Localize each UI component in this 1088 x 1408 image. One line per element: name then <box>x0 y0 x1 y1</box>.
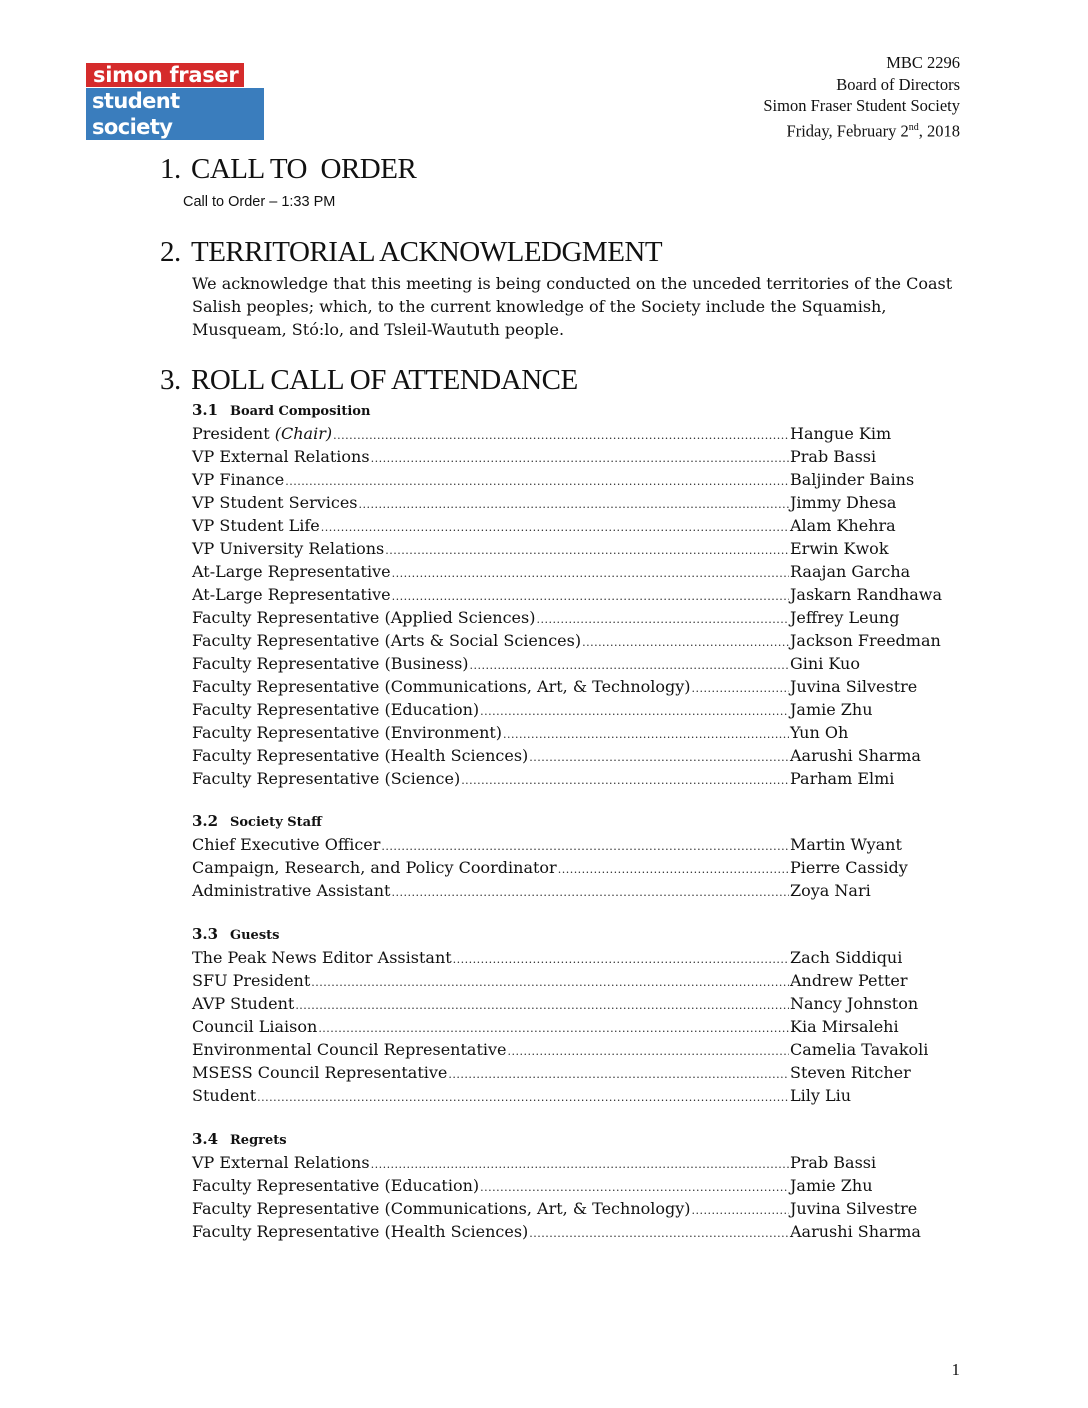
attendee-name: Kia Mirsalehi <box>790 1017 899 1036</box>
attendance-role <box>192 1151 370 1174</box>
dot-leader <box>333 424 789 447</box>
attendee-name: Jeffrey Leung <box>790 608 900 627</box>
subsection-number: 3.1 <box>192 401 219 419</box>
attendee-name: Juvina Silvestre <box>790 677 918 696</box>
guests-section <box>192 923 962 1107</box>
section-3-number: 3. <box>160 364 181 396</box>
attendance-role <box>192 833 380 856</box>
dot-leader <box>321 516 789 539</box>
dot-leader <box>392 562 789 585</box>
attendance-row <box>192 1174 962 1197</box>
attendance-row <box>192 992 962 1015</box>
attendee-name: Zach Siddiqui <box>790 948 903 967</box>
meeting-body: Board of Directors <box>836 74 960 94</box>
attendance-row <box>192 879 962 902</box>
attendance-row <box>192 468 962 491</box>
dot-leader <box>453 948 789 971</box>
attendance-role <box>192 606 535 629</box>
regrets-section <box>192 1128 962 1243</box>
attendance-row <box>192 537 962 560</box>
attendee-name: Juvina Silvestre <box>790 1199 918 1218</box>
role-text: VP Student Life <box>192 516 320 535</box>
dot-leader <box>558 858 789 881</box>
board-composition-section <box>192 399 962 790</box>
role-text: Faculty Representative (Communications, Art, & Technology) <box>192 1199 691 1218</box>
attendance-row <box>192 721 962 744</box>
section-1-title: CALL TO ORDER <box>191 153 417 185</box>
role-text: SFU President <box>192 971 311 990</box>
role-text: Environmental Council Representative <box>192 1040 507 1059</box>
attendance-role <box>192 537 384 560</box>
dot-leader <box>480 1176 789 1199</box>
attendance-row <box>192 560 962 583</box>
attendee-name: Pierre Cassidy <box>790 858 908 877</box>
logo-line-1: simon fraser <box>86 63 244 87</box>
role-text: Faculty Representative (Arts & Social Sciences) <box>192 631 582 650</box>
role-text: President <box>192 424 275 443</box>
subsection-title: Guests <box>230 928 280 943</box>
subsection-title: Board Composition <box>230 404 371 419</box>
attendance-row <box>192 606 962 629</box>
meeting-header <box>763 52 960 142</box>
role-text: Faculty Representative (Education) <box>192 700 480 719</box>
logo-line-2: student society <box>86 88 264 140</box>
attendance-role <box>192 514 320 537</box>
attendee-name: Jamie Zhu <box>790 700 873 719</box>
attendee-name: Alam Khehra <box>790 516 896 535</box>
attendee-name: Yun Oh <box>790 723 849 742</box>
call-to-order-text: Call to Order – 1:33 PM <box>183 194 336 210</box>
attendance-role <box>192 1084 256 1107</box>
attendance-role <box>192 652 469 675</box>
regrets-heading <box>192 1128 962 1151</box>
attendance-role <box>192 721 502 744</box>
attendance-row <box>192 629 962 652</box>
attendance-row <box>192 1015 962 1038</box>
subsection-number: 3.2 <box>192 812 219 830</box>
guests-list <box>192 946 962 1107</box>
role-text: Campaign, Research, and Policy Coordinator <box>192 858 557 877</box>
attendance-row <box>192 583 962 606</box>
attendance-row <box>192 1220 962 1243</box>
role-text: Faculty Representative (Health Sciences) <box>192 746 529 765</box>
society-staff-section <box>192 810 962 902</box>
attendance-role <box>192 629 581 652</box>
dot-leader <box>470 654 789 677</box>
attendance-role <box>192 698 479 721</box>
attendance-role <box>192 946 452 969</box>
role-text: Faculty Representative (Science) <box>192 769 461 788</box>
dot-leader <box>318 1017 789 1040</box>
dot-leader <box>480 700 789 723</box>
attendee-name: Erwin Kwok <box>790 539 889 558</box>
role-text: At-Large Representative <box>192 562 391 581</box>
staff-list <box>192 833 962 902</box>
meeting-date <box>763 117 960 142</box>
dot-leader <box>392 585 789 608</box>
attendee-name: Jimmy Dhesa <box>790 493 897 512</box>
dot-leader <box>391 881 789 904</box>
territorial-acknowledgment-text: We acknowledge that this meeting is being conducted on the unceded territories of the Coast Salish peoples; which, to the current knowledge of the Society include the Squamish, Musqueam, Stó:lo, and Tsleil-Waututh people. <box>192 274 953 339</box>
role-text: MSESS Council Representative <box>192 1063 448 1082</box>
role-text: VP Finance <box>192 470 285 489</box>
attendance-role <box>192 744 528 767</box>
regrets-list <box>192 1151 962 1243</box>
role-text: Faculty Representative (Communications, Art, & Technology) <box>192 677 691 696</box>
sfss-logo <box>86 63 264 140</box>
attendance-row <box>192 1151 962 1174</box>
dot-leader <box>536 608 789 631</box>
role-text: The Peak News Editor Assistant <box>192 948 452 967</box>
role-text: Faculty Representative (Applied Sciences) <box>192 608 536 627</box>
attendance-row <box>192 652 962 675</box>
guests-heading <box>192 923 962 946</box>
attendance-row <box>192 491 962 514</box>
role-text: VP University Relations <box>192 539 385 558</box>
role-text: Faculty Representative (Education) <box>192 1176 480 1195</box>
role-text: Administrative Assistant <box>192 881 391 900</box>
date-prefix: Friday, February 2 <box>786 121 909 140</box>
dot-leader <box>371 1153 789 1176</box>
section-3-heading <box>160 364 578 397</box>
attendance-role <box>192 422 332 445</box>
role-text: Faculty Representative (Business) <box>192 654 469 673</box>
subsection-title: Society Staff <box>230 815 322 830</box>
attendee-name: Gini Kuo <box>790 654 860 673</box>
attendance-row <box>192 514 962 537</box>
attendee-name: Lily Liu <box>790 1086 852 1105</box>
date-year: , 2018 <box>918 121 960 140</box>
dot-leader <box>371 447 789 470</box>
role-text: At-Large Representative <box>192 585 391 604</box>
dot-leader <box>295 994 789 1017</box>
dot-leader <box>692 677 789 700</box>
attendee-name: Steven Ritcher <box>790 1063 911 1082</box>
attendance-role <box>192 491 358 514</box>
role-text: Faculty Representative (Environment) <box>192 723 503 742</box>
section-1-heading <box>160 153 416 186</box>
dot-leader <box>448 1063 789 1086</box>
attendee-name: Zoya Nari <box>790 881 871 900</box>
subsection-number: 3.4 <box>192 1130 219 1148</box>
dot-leader <box>381 835 789 858</box>
attendance-role <box>192 767 460 790</box>
role-text: VP Student Services <box>192 493 358 512</box>
attendance-role <box>192 879 390 902</box>
attendance-role <box>192 560 391 583</box>
attendance-role <box>192 1015 317 1038</box>
role-text: Faculty Representative (Health Sciences) <box>192 1222 529 1241</box>
attendance-role <box>192 445 370 468</box>
attendance-row <box>192 946 962 969</box>
attendance-row <box>192 675 962 698</box>
attendance-role <box>192 1038 507 1061</box>
meeting-room: MBC 2296 <box>886 53 960 72</box>
attendance-role <box>192 468 284 491</box>
section-2-number: 2. <box>160 236 181 268</box>
attendance-row <box>192 445 962 468</box>
attendance-row <box>192 1038 962 1061</box>
attendee-name: Aarushi Sharma <box>790 1222 921 1241</box>
attendee-name: Camelia Tavakoli <box>790 1040 929 1059</box>
dot-leader <box>385 539 789 562</box>
attendee-name: Jamie Zhu <box>790 1176 873 1195</box>
attendee-name: Prab Bassi <box>790 1153 877 1172</box>
dot-leader <box>692 1199 789 1222</box>
attendance-row <box>192 1061 962 1084</box>
role-text: Council Liaison <box>192 1017 318 1036</box>
attendance-role <box>192 675 691 698</box>
section-2-title: TERRITORIAL ACKNOWLEDGMENT <box>191 236 663 268</box>
attendance-role <box>192 856 557 879</box>
dot-leader <box>257 1086 789 1109</box>
attendee-name: Raajan Garcha <box>790 562 911 581</box>
attendee-name: Jackson Freedman <box>790 631 941 650</box>
subsection-title: Regrets <box>230 1133 287 1148</box>
attendee-name: Nancy Johnston <box>790 994 919 1013</box>
dot-leader <box>529 746 789 769</box>
attendance-role <box>192 1220 528 1243</box>
board-composition-heading <box>192 399 962 422</box>
board-list <box>192 422 962 790</box>
attendee-name: Martin Wyant <box>790 835 902 854</box>
role-text: Student <box>192 1086 257 1105</box>
attendance-role <box>192 1174 479 1197</box>
role-text: VP External Relations <box>192 447 370 466</box>
attendance-row <box>192 744 962 767</box>
attendee-name: Andrew Petter <box>790 971 908 990</box>
section-2-heading <box>160 236 662 269</box>
attendee-name: Hangue Kim <box>790 424 892 443</box>
section-3-title: ROLL CALL OF ATTENDANCE <box>191 364 578 396</box>
attendance-role <box>192 969 310 992</box>
page-number: 1 <box>951 1360 960 1379</box>
role-text: AVP Student <box>192 994 295 1013</box>
attendance-row <box>192 767 962 790</box>
attendance-row <box>192 422 962 445</box>
society-staff-heading <box>192 810 962 833</box>
subsection-number: 3.3 <box>192 925 219 943</box>
dot-leader <box>285 470 789 493</box>
attendance-row <box>192 1197 962 1220</box>
attendance-role <box>192 1061 447 1084</box>
attendee-name: Aarushi Sharma <box>790 746 921 765</box>
attendance-role <box>192 583 391 606</box>
dot-leader <box>503 723 789 746</box>
role-emphasis: (Chair) <box>274 424 333 443</box>
attendance-role <box>192 1197 691 1220</box>
attendance-row <box>192 856 962 879</box>
dot-leader <box>582 631 789 654</box>
meeting-org: Simon Fraser Student Society <box>763 96 960 115</box>
section-1-number: 1. <box>160 153 181 185</box>
attendance-role <box>192 992 294 1015</box>
attendance-row <box>192 698 962 721</box>
dot-leader <box>461 769 789 792</box>
dot-leader <box>508 1040 790 1063</box>
dot-leader <box>359 493 789 516</box>
attendee-name: Parham Elmi <box>790 769 895 788</box>
role-text: Chief Executive Officer <box>192 835 381 854</box>
attendance-row <box>192 833 962 856</box>
date-suffix: nd <box>908 121 919 133</box>
dot-leader <box>311 971 789 994</box>
attendance-row <box>192 969 962 992</box>
attendance-row <box>192 1084 962 1107</box>
dot-leader <box>529 1222 789 1245</box>
attendee-name: Prab Bassi <box>790 447 877 466</box>
role-text: VP External Relations <box>192 1153 370 1172</box>
attendee-name: Jaskarn Randhawa <box>790 585 943 604</box>
attendee-name: Baljinder Bains <box>790 470 915 489</box>
